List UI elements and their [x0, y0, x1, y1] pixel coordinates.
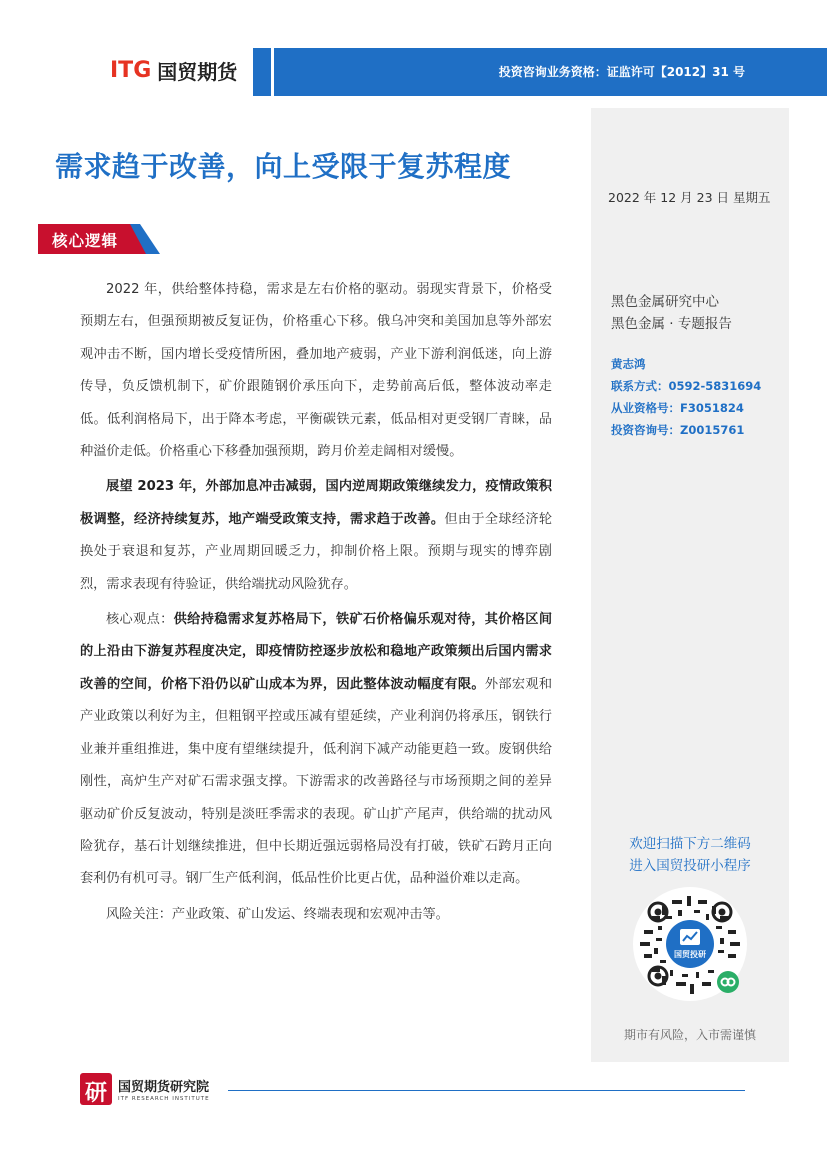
author-name: 黄志鸿	[611, 357, 646, 371]
author-license: 从业资格号：F3051824	[611, 401, 744, 415]
company-logo	[110, 55, 237, 85]
paragraph-2-text: 但由于全球经济轮换处于衰退和复苏，产业周期回暖乏力，抑制价格上限。预期与现实的博弈剧烈，需求表现有待验证，供给端扰动风险犹存。	[80, 511, 553, 592]
report-type: 黑色金属 · 专题报告	[611, 316, 732, 332]
research-center: 黑色金属研究中心	[611, 294, 719, 310]
report-date: 2022 年 12 月 23 日 星期五	[608, 190, 771, 205]
paragraph-3-lead: 核心观点：	[106, 612, 174, 628]
logo-itg: ITG	[110, 57, 152, 83]
report-body	[80, 274, 552, 934]
logo-company-name: 国贸期货	[157, 59, 238, 84]
author-advisor-no: 投资咨询号：Z0015761	[611, 423, 745, 437]
qr-code-icon	[632, 886, 748, 1002]
paragraph-4: 风险关注：产业政策、矿山发运、终端表现和宏观冲击等。	[106, 906, 449, 922]
risk-warning: 期市有风险，入市需谨慎	[623, 1028, 756, 1042]
qr-caption-line1: 欢迎扫描下方二维码	[629, 836, 751, 852]
mini-program-qr-code[interactable]	[632, 886, 748, 1002]
paragraph-3-bold: 供给持稳需求复苏格局下，铁矿石价格偏乐观对待，其价格区间的上沿由下游复苏程度决定，即疫情防控逐步放松和稳地产政策频出后国内需求改善的空间，价格下沿仍以矿山成本为界，因此整体波动幅度有限。	[80, 612, 553, 692]
footer-divider	[228, 1090, 745, 1091]
section-title: 核心逻辑	[52, 232, 119, 250]
paragraph-3-text: 外部宏观和产业政策以利好为主，但粗钢平控或压减有望延续，产业利润仍将承压，钢铁行业兼并重组推进，集中度有望继续提升，低利润下减产动能更趋一致。废钢供给刚性，高炉生产对矿石需求强支撑。下游需求的改善路径与市场预期之间的差异驱动矿价反复波动，特别是淡旺季需求的表现。矿山扩产尾声，供给端的扰动风险犹存，基石计划继续推进，但中长期近强远弱格局没有打破，铁矿石跨月正向套利仍有机可寻。钢厂生产低利润，低品性价比更占优，品种溢价难以走高。	[80, 676, 553, 887]
qr-center-label: 国贸投研	[674, 950, 706, 959]
qualification-text: 投资咨询业务资格：证监许可【2012】31 号	[498, 65, 745, 79]
qr-caption-line2: 进入国贸投研小程序	[629, 858, 751, 874]
author-contact: 联系方式：0592-5831694	[611, 379, 762, 393]
paragraph-2-bold: 展望 2023 年，外部加息冲击减弱，国内逆周期政策继续发力，疫情政策积极调整，经济持续复苏，地产端受政策支持，需求趋于改善。	[80, 479, 552, 527]
paragraph-2	[80, 471, 552, 601]
paragraph-3	[80, 604, 552, 896]
footer-institute-subtitle: ITF RESEARCH INSTITUTE	[118, 1096, 210, 1102]
footer-logo-char: 研	[84, 1080, 107, 1106]
report-title: 需求趋于改善，向上受限于复苏程度	[55, 150, 512, 183]
paragraph-1: 2022 年，供给整体持稳，需求是左右价格的驱动。弱现实背景下，价格受预期左右，但强预期被反复证伪，价格重心下移。俄乌冲突和美国加息等外部宏观冲击不断，国内增长受疫情所困，叠加地产疲弱，产业下游利润低迷，向上游传导，负反馈机制下，矿价跟随钢价承压向下，走势前高后低，整体波动率走低。低利润格局下，出于降本考虑，平衡碳铁元素，低品相对更受钢厂青睐，品种溢价走低。价格重心下移叠加强预期，跨月价差走阔相对缓慢。	[80, 282, 552, 460]
footer-institute-name: 国贸期货研究院	[118, 1080, 210, 1095]
footer-logo	[80, 1073, 112, 1105]
